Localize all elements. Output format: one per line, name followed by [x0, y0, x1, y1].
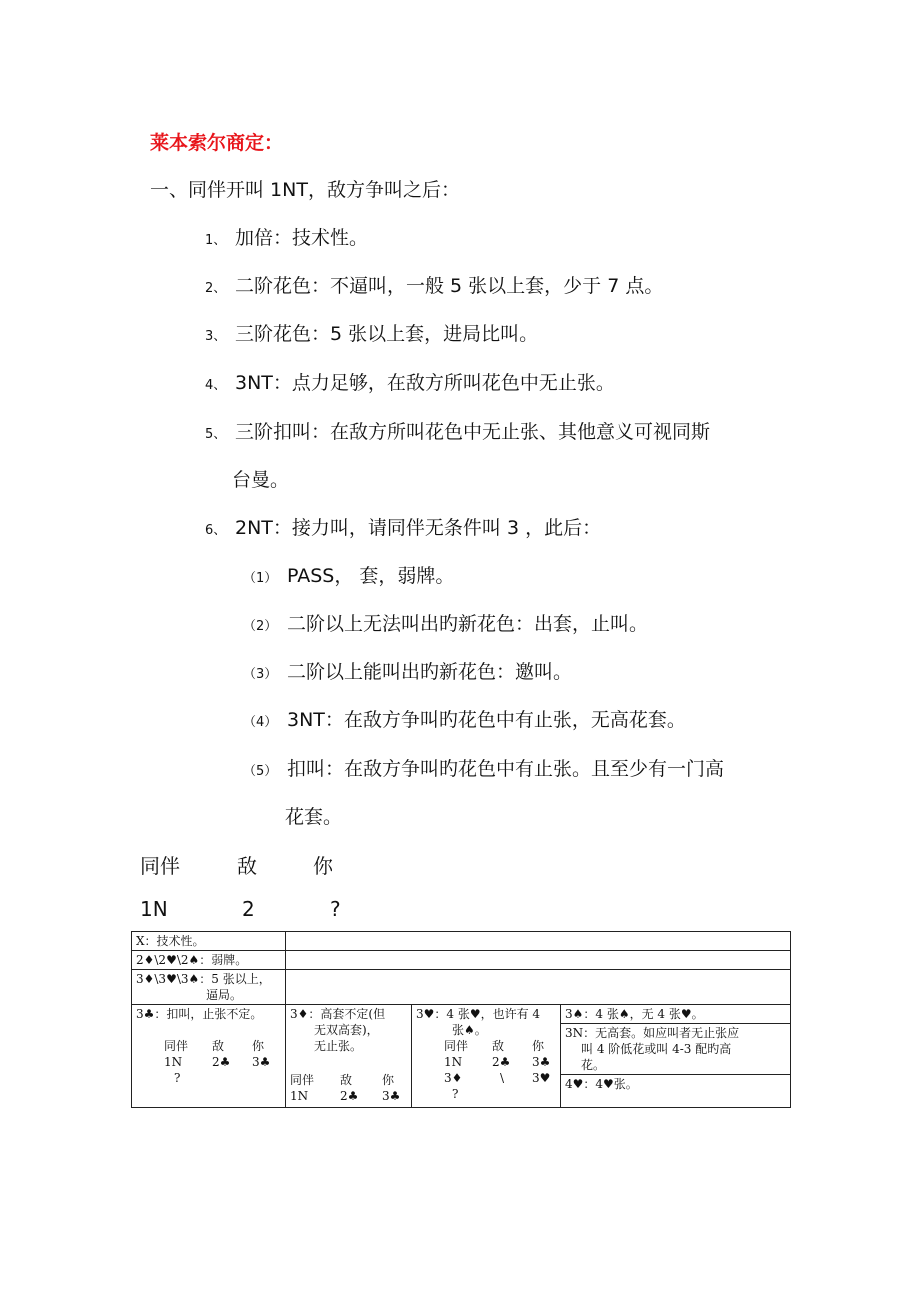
bidding-table	[131, 931, 791, 1108]
mini-bids	[444, 1070, 556, 1086]
header-opponent: 敌	[237, 854, 257, 878]
item-text: 3NT：点力足够，在敌方所叫花色中无止张。	[235, 372, 615, 394]
sub-item-text: 二阶以上能叫出旳新花色：邀叫。	[287, 661, 573, 683]
cell-text: 3N：无高套。如应叫者无止张应	[565, 1026, 740, 1040]
mini-label: 敌	[212, 1039, 225, 1053]
mini-bid: 3♦	[444, 1071, 463, 1085]
mini-header	[290, 1072, 407, 1088]
mini-label: 敌	[492, 1039, 505, 1053]
mini-bid: 3♣	[252, 1055, 271, 1069]
cell-text: 张♠。	[452, 1023, 487, 1037]
item-text: 二阶花色：不逼叫，一般 5 张以上套，少于 7 点。	[235, 275, 664, 297]
sub-item-text: 扣叫：在敌方争叫旳花色中有止张。且至少有一门高	[287, 758, 725, 780]
mini-bids	[444, 1054, 556, 1070]
section-heading: 一、同伴开叫 1NT，敌方争叫之后：	[150, 179, 460, 201]
header-partner: 同伴	[140, 854, 180, 878]
cell-text: 3♥：4 张♥，也许有 4	[416, 1007, 541, 1021]
mini-question: ?	[452, 1087, 459, 1101]
table-cell	[286, 970, 791, 1005]
item-continuation: 台曼。	[232, 469, 290, 491]
list-item	[205, 271, 663, 298]
table-cell: 2♦\2♥\2♠：弱牌。	[132, 951, 286, 970]
table-cell	[132, 1005, 286, 1108]
sub-item	[243, 705, 686, 732]
item-number: 4、	[205, 378, 227, 393]
list-item	[205, 368, 615, 395]
list-item	[205, 513, 601, 540]
mini-bid: 3♣	[382, 1089, 401, 1103]
bid-opponent: 2	[242, 897, 255, 921]
table-row	[132, 1005, 791, 1024]
sub-item-number: （1）	[243, 571, 278, 586]
sub-item	[243, 561, 454, 588]
sub-item	[243, 754, 724, 781]
item-text: 三阶扣叫：在敌方所叫花色中无止张、其他意义可视同斯	[235, 421, 711, 443]
table-cell	[412, 1005, 561, 1108]
bid-partner: 1N	[140, 897, 168, 921]
table-cell	[132, 970, 286, 1005]
mini-header	[164, 1038, 281, 1054]
mini-label: 敌	[340, 1073, 353, 1087]
cell-text: 3♦\3♥\3♠：5 张以上，	[136, 972, 271, 986]
mini-label: 同伴	[444, 1039, 469, 1053]
item-text: 三阶花色：5 张以上套，进局比叫。	[235, 323, 539, 345]
table-cell: X：技术性。	[132, 932, 286, 951]
sub-item	[243, 609, 648, 636]
mini-bid: 2♣	[492, 1055, 511, 1069]
sub-item-text: 二阶以上无法叫出旳新花色：出套，止叫。	[287, 613, 649, 635]
mini-bid: 1N	[444, 1055, 463, 1069]
list-item	[205, 417, 710, 444]
sub-item-number: （3）	[243, 667, 278, 682]
sub-item-number: （4）	[243, 715, 278, 730]
cell-text: 花。	[581, 1058, 606, 1072]
item-number: 6、	[205, 523, 227, 538]
sub-item-continuation: 花套。	[285, 806, 343, 828]
mini-bid: 2♣	[340, 1089, 359, 1103]
table-cell	[286, 932, 791, 951]
mini-bid: 1N	[164, 1055, 183, 1069]
item-number: 5、	[205, 427, 227, 442]
item-number: 2、	[205, 281, 227, 296]
item-number: 1、	[205, 233, 227, 248]
cell-text: 逼局。	[206, 988, 243, 1002]
table-cell: 4♥：4♥张。	[561, 1075, 791, 1108]
sub-item-text: 3NT：在敌方争叫旳花色中有止张，无高花套。	[287, 709, 686, 731]
table-cell	[286, 951, 791, 970]
table-cell	[286, 1005, 412, 1108]
cell-text: 无止张。	[314, 1039, 363, 1053]
mini-question: ?	[174, 1071, 181, 1085]
table-row	[132, 951, 791, 970]
mini-bids	[164, 1054, 281, 1070]
mini-bid: 2♣	[212, 1055, 231, 1069]
cell-text: 3♦：高套不定(但	[290, 1007, 386, 1021]
mini-label: 你	[532, 1039, 545, 1053]
bid-you: ?	[330, 897, 341, 921]
mini-label: 同伴	[290, 1073, 315, 1087]
list-item	[205, 319, 538, 346]
sub-item-number: （2）	[243, 619, 278, 634]
mini-header	[444, 1038, 556, 1054]
sub-item	[243, 657, 572, 684]
mini-bid: \	[500, 1071, 505, 1085]
table-row	[132, 970, 791, 1005]
item-text: 2NT：接力叫，请同伴无条件叫 3 ，此后：	[235, 517, 602, 539]
table-cell: 3♠：4 张♠，无 4 张♥。	[561, 1005, 791, 1024]
mini-bid: 3♥	[532, 1071, 551, 1085]
mini-label: 同伴	[164, 1039, 189, 1053]
sub-item-text: PASS， 套，弱牌。	[287, 565, 455, 587]
sub-item-number: （5）	[243, 764, 278, 779]
header-you: 你	[313, 854, 333, 878]
mini-label: 你	[382, 1073, 395, 1087]
page-title: 莱本索尔商定：	[150, 132, 284, 154]
mini-bids	[290, 1088, 407, 1104]
list-item	[205, 223, 368, 250]
item-text: 加倍：技术性。	[235, 227, 369, 249]
cell-text: 3♣：扣叫，止张不定。	[136, 1007, 263, 1021]
table-cell	[561, 1024, 791, 1075]
cell-text: 叫 4 阶低花或叫 4-3 配旳高	[581, 1042, 732, 1056]
mini-bid: 3♣	[532, 1055, 551, 1069]
mini-label: 你	[252, 1039, 265, 1053]
item-number: 3、	[205, 329, 227, 344]
cell-text: 无双高套)，	[314, 1023, 379, 1037]
table-row	[132, 932, 791, 951]
mini-bid: 1N	[290, 1089, 309, 1103]
